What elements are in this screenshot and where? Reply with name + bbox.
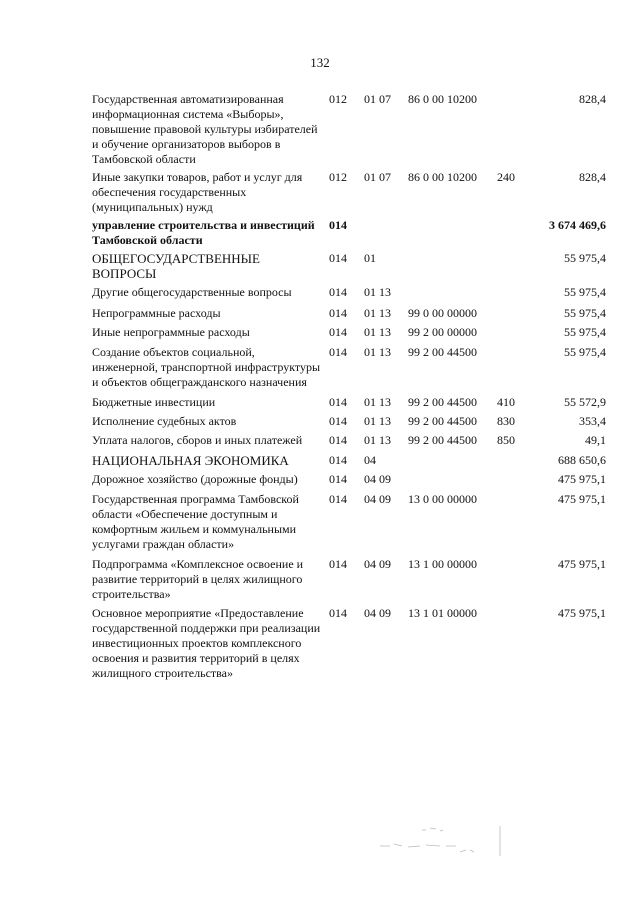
row-name: Государственная программа Тамбовской области «Обеспечение доступным и комфортным жильем и коммунальными услугами граждан области» bbox=[92, 492, 299, 551]
row-target-code: 13 1 00 00000 bbox=[408, 557, 477, 571]
row-amount: 55 572,9 bbox=[564, 395, 606, 409]
row-name: ОБЩЕГОСУДАРСТВЕННЫЕ ВОПРОСЫ bbox=[92, 251, 260, 281]
row-section-code: 01 13 bbox=[364, 345, 391, 359]
row-target-code: 99 2 00 44500 bbox=[408, 345, 477, 359]
row-admin-code: 014 bbox=[329, 285, 347, 299]
row-admin-code: 014 bbox=[329, 557, 347, 571]
table-row bbox=[92, 557, 612, 602]
row-amount: 55 975,4 bbox=[564, 251, 606, 265]
table-row bbox=[92, 306, 612, 321]
row-admin-code: 014 bbox=[329, 433, 347, 447]
table-row bbox=[92, 395, 612, 410]
table-row bbox=[92, 345, 612, 390]
row-amount: 353,4 bbox=[579, 414, 606, 428]
row-admin-code: 014 bbox=[329, 395, 347, 409]
row-target-code: 99 2 00 44500 bbox=[408, 395, 477, 409]
row-target-code: 86 0 00 10200 bbox=[408, 170, 477, 184]
row-name: Подпрограмма «Комплексное освоение и развитие территорий в целях жилищного строительства» bbox=[92, 557, 304, 601]
row-section-code: 01 13 bbox=[364, 325, 391, 339]
row-section-code: 04 09 bbox=[364, 492, 391, 506]
row-target-code: 99 2 00 44500 bbox=[408, 433, 477, 447]
row-name: Основное мероприятие «Предоставление государственной поддержки при реализации инвестиционных проектов комплексного освоения и развития территорий в целях жилищного строительства» bbox=[92, 606, 321, 680]
row-section-code: 04 09 bbox=[364, 557, 391, 571]
row-amount: 688 650,6 bbox=[558, 453, 606, 467]
table-row bbox=[92, 251, 612, 281]
table-row bbox=[92, 433, 612, 448]
row-amount: 55 975,4 bbox=[564, 345, 606, 359]
row-amount: 475 975,1 bbox=[558, 472, 606, 486]
row-amount: 828,4 bbox=[579, 170, 606, 184]
row-section-code: 01 bbox=[364, 251, 376, 265]
row-admin-code: 012 bbox=[329, 92, 347, 106]
row-section-code: 01 13 bbox=[364, 433, 391, 447]
row-amount: 55 975,4 bbox=[564, 325, 606, 339]
table-row bbox=[92, 325, 612, 340]
row-name: Исполнение судебных актов bbox=[92, 414, 237, 428]
row-name: Непрограммные расходы bbox=[92, 306, 221, 320]
row-section-code: 01 13 bbox=[364, 414, 391, 428]
row-admin-code: 014 bbox=[329, 218, 347, 232]
row-admin-code: 014 bbox=[329, 472, 347, 486]
row-name: Бюджетные инвестиции bbox=[92, 395, 216, 409]
row-section-code: 01 07 bbox=[364, 92, 391, 106]
budget-table bbox=[92, 92, 612, 685]
row-section-code: 01 07 bbox=[364, 170, 391, 184]
row-admin-code: 014 bbox=[329, 606, 347, 620]
row-target-code: 99 2 00 00000 bbox=[408, 325, 477, 339]
table-row bbox=[92, 606, 612, 681]
row-name: Уплата налогов, сборов и иных платежей bbox=[92, 433, 303, 447]
table-row bbox=[92, 170, 612, 215]
row-admin-code: 012 bbox=[329, 170, 347, 184]
row-admin-code: 014 bbox=[329, 492, 347, 506]
row-admin-code: 014 bbox=[329, 414, 347, 428]
row-amount: 3 674 469,6 bbox=[549, 218, 606, 232]
row-amount: 475 975,1 bbox=[558, 557, 606, 571]
row-target-code: 13 1 01 00000 bbox=[408, 606, 477, 620]
row-amount: 475 975,1 bbox=[558, 606, 606, 620]
row-name: Иные непрограммные расходы bbox=[92, 325, 250, 339]
row-target-code: 99 2 00 44500 bbox=[408, 414, 477, 428]
row-name: Другие общегосударственные вопросы bbox=[92, 285, 292, 299]
row-amount: 475 975,1 bbox=[558, 492, 606, 506]
row-section-code: 04 09 bbox=[364, 472, 391, 486]
row-name: Иные закупки товаров, работ и услуг для обеспечения государственных (муниципальных) нужд bbox=[92, 170, 303, 214]
table-row bbox=[92, 472, 612, 487]
row-name: управление строительства и инвестиций Тамбовской области bbox=[92, 218, 315, 247]
row-name: Государственная автоматизированная информационная система «Выборы», повышение правовой культуры избирателей и обучение организаторов выборов в Тамбовской области bbox=[92, 92, 318, 166]
row-amount: 55 975,4 bbox=[564, 306, 606, 320]
row-name: Дорожное хозяйство (дорожные фонды) bbox=[92, 472, 298, 486]
row-target-code: 86 0 00 10200 bbox=[408, 92, 477, 106]
row-section-code: 01 13 bbox=[364, 285, 391, 299]
table-row bbox=[92, 453, 612, 468]
row-expense-type: 850 bbox=[497, 433, 515, 447]
table-row bbox=[92, 285, 612, 300]
table-row bbox=[92, 92, 612, 167]
row-admin-code: 014 bbox=[329, 345, 347, 359]
page-number: 132 bbox=[310, 55, 330, 70]
row-expense-type: 830 bbox=[497, 414, 515, 428]
row-admin-code: 014 bbox=[329, 251, 347, 265]
row-section-code: 01 13 bbox=[364, 395, 391, 409]
row-amount: 828,4 bbox=[579, 92, 606, 106]
faint-marks bbox=[360, 822, 510, 862]
row-name: Создание объектов социальной, инженерной, транспортной инфраструктуры и объектов общегражданского назначения bbox=[92, 345, 321, 389]
table-row bbox=[92, 492, 612, 552]
row-expense-type: 240 bbox=[497, 170, 515, 184]
row-section-code: 01 13 bbox=[364, 306, 391, 320]
row-name: НАЦИОНАЛЬНАЯ ЭКОНОМИКА bbox=[92, 453, 289, 468]
row-admin-code: 014 bbox=[329, 325, 347, 339]
row-admin-code: 014 bbox=[329, 453, 347, 467]
row-amount: 55 975,4 bbox=[564, 285, 606, 299]
table-row bbox=[92, 414, 612, 429]
row-section-code: 04 bbox=[364, 453, 376, 467]
table-row bbox=[92, 218, 612, 248]
row-target-code: 99 0 00 00000 bbox=[408, 306, 477, 320]
row-section-code: 04 09 bbox=[364, 606, 391, 620]
row-amount: 49,1 bbox=[585, 433, 606, 447]
row-admin-code: 014 bbox=[329, 306, 347, 320]
row-target-code: 13 0 00 00000 bbox=[408, 492, 477, 506]
row-expense-type: 410 bbox=[497, 395, 515, 409]
